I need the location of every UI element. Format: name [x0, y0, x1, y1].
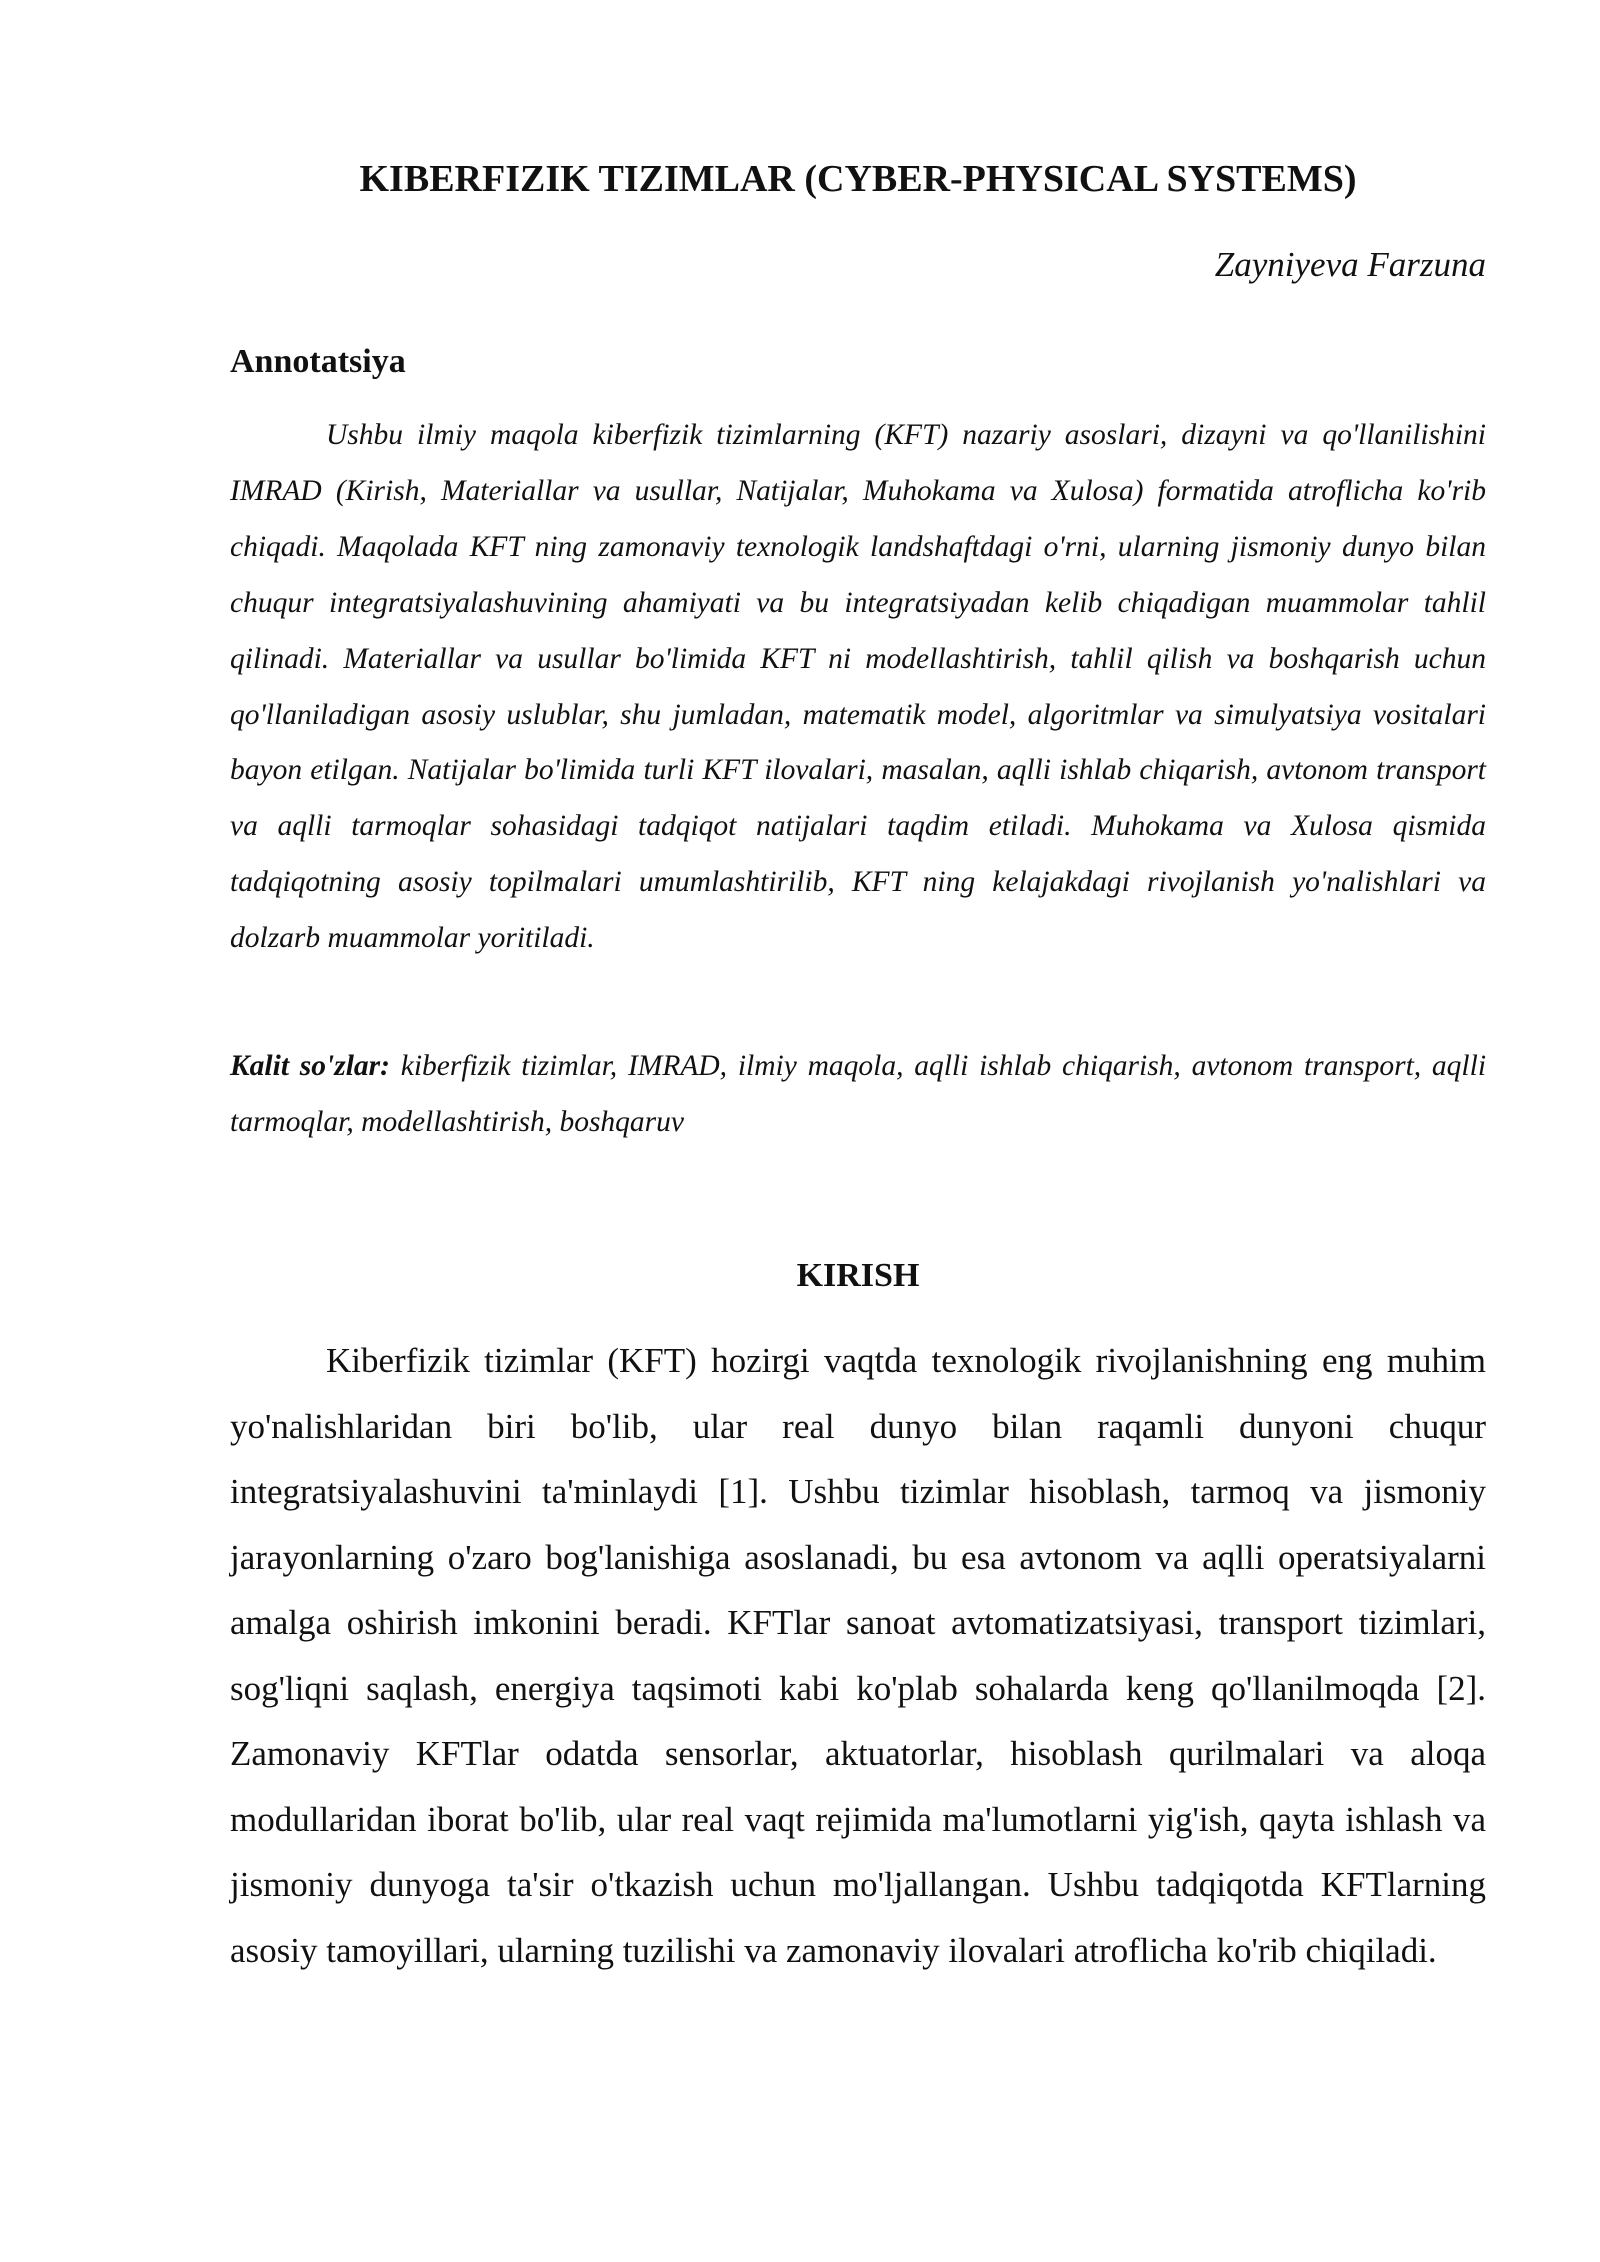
abstract-paragraph: Ushbu ilmiy maqola kiberfizik tizimlarning (KFT) nazariy asoslari, dizayni va qo'llanilishini IMRAD (Kirish, Materiallar va usullar, Natijalar, Muhokama va Xulosa) formatida atroflicha ko'rib chiqadi. Maqolada KFT ning zamonaviy texnologik landshaftdagi o'rni, ularning jismoniy dunyo bilan chuqur integratsiyalashuvining ahamiyati va bu integratsiyadan kelib chiqadigan muammolar tahlil qilinadi. Materiallar va usullar bo'limida KFT ni modellashtirish, tahlil qilish va boshqarish uchun qo'llaniladigan asosiy uslublar, shu jumladan, matematik model, algoritmlar va simulyatsiya vositalari bayon etilgan. Natijalar bo'limida turli KFT ilovalari, masalan, aqlli ishlab chiqarish, avtonom transport va aqlli tarmoqlar sohasidagi tadqiqot natijalari taqdim etiladi. Muhokama va Xulosa qismida tadqiqotning asosiy topilmalari umumlashtirilib, KFT ning kelajakdagi rivojlanish yo'nalishlari va dolzarb muammolar yoritiladi.: [230, 419, 1486, 955]
keywords-paragraph: [230, 1038, 1486, 1150]
keywords-label: Kalit so'zlar:: [230, 1050, 390, 1082]
keywords-text: kiberfizik tizimlar, IMRAD, ilmiy maqola, aqlli ishlab chiqarish, avtonom transport, aqlli tarmoqlar, modellashtirish, boshqaruv: [230, 1050, 1487, 1138]
introduction-paragraph: Kiberfizik tizimlar (KFT) hozirgi vaqtda texnologik rivojlanishning eng muhim yo'nalishlaridan biri bo'lib, ular real dunyo bilan raqamli dunyoni chuqur integratsiyalashuvini ta'minlaydi [1]. Ushbu tizimlar hisoblash, tarmoq va jismoniy jarayonlarning o'zaro bog'lanishiga asoslanadi, bu esa avtonom va aqlli operatsiyalarni amalga oshirish imkonini beradi. KFTlar sanoat avtomatizatsiyasi, transport tizimlari, sog'liqni saqlash, energiya taqsimoti kabi ko'plab sohalarda keng qo'llanilmoqda [2]. Zamonaviy KFTlar odatda sensorlar, aktuatorlar, hisoblash qurilmalari va aloqa modullaridan iborat bo'lib, ular real vaqt rejimida ma'lumotlarni yig'ish, qayta ishlash va jismoniy dunyoga ta'sir o'tkazish uchun mo'ljallangan. Ushbu tadqiqotda KFTlarning asosiy tamoyillari, ularning tuzilishi va zamonaviy ilovalari atroflicha ko'rib chiqiladi.: [230, 1341, 1486, 1970]
author-name: Zayniyeva Farzuna: [1214, 245, 1486, 284]
section-heading-introduction: KIRISH: [796, 1257, 920, 1294]
paper-title: KIBERFIZIK TIZIMLAR (CYBER-PHYSICAL SYSTEMS): [359, 158, 1357, 200]
abstract-heading: Annotatsiya: [230, 343, 406, 380]
